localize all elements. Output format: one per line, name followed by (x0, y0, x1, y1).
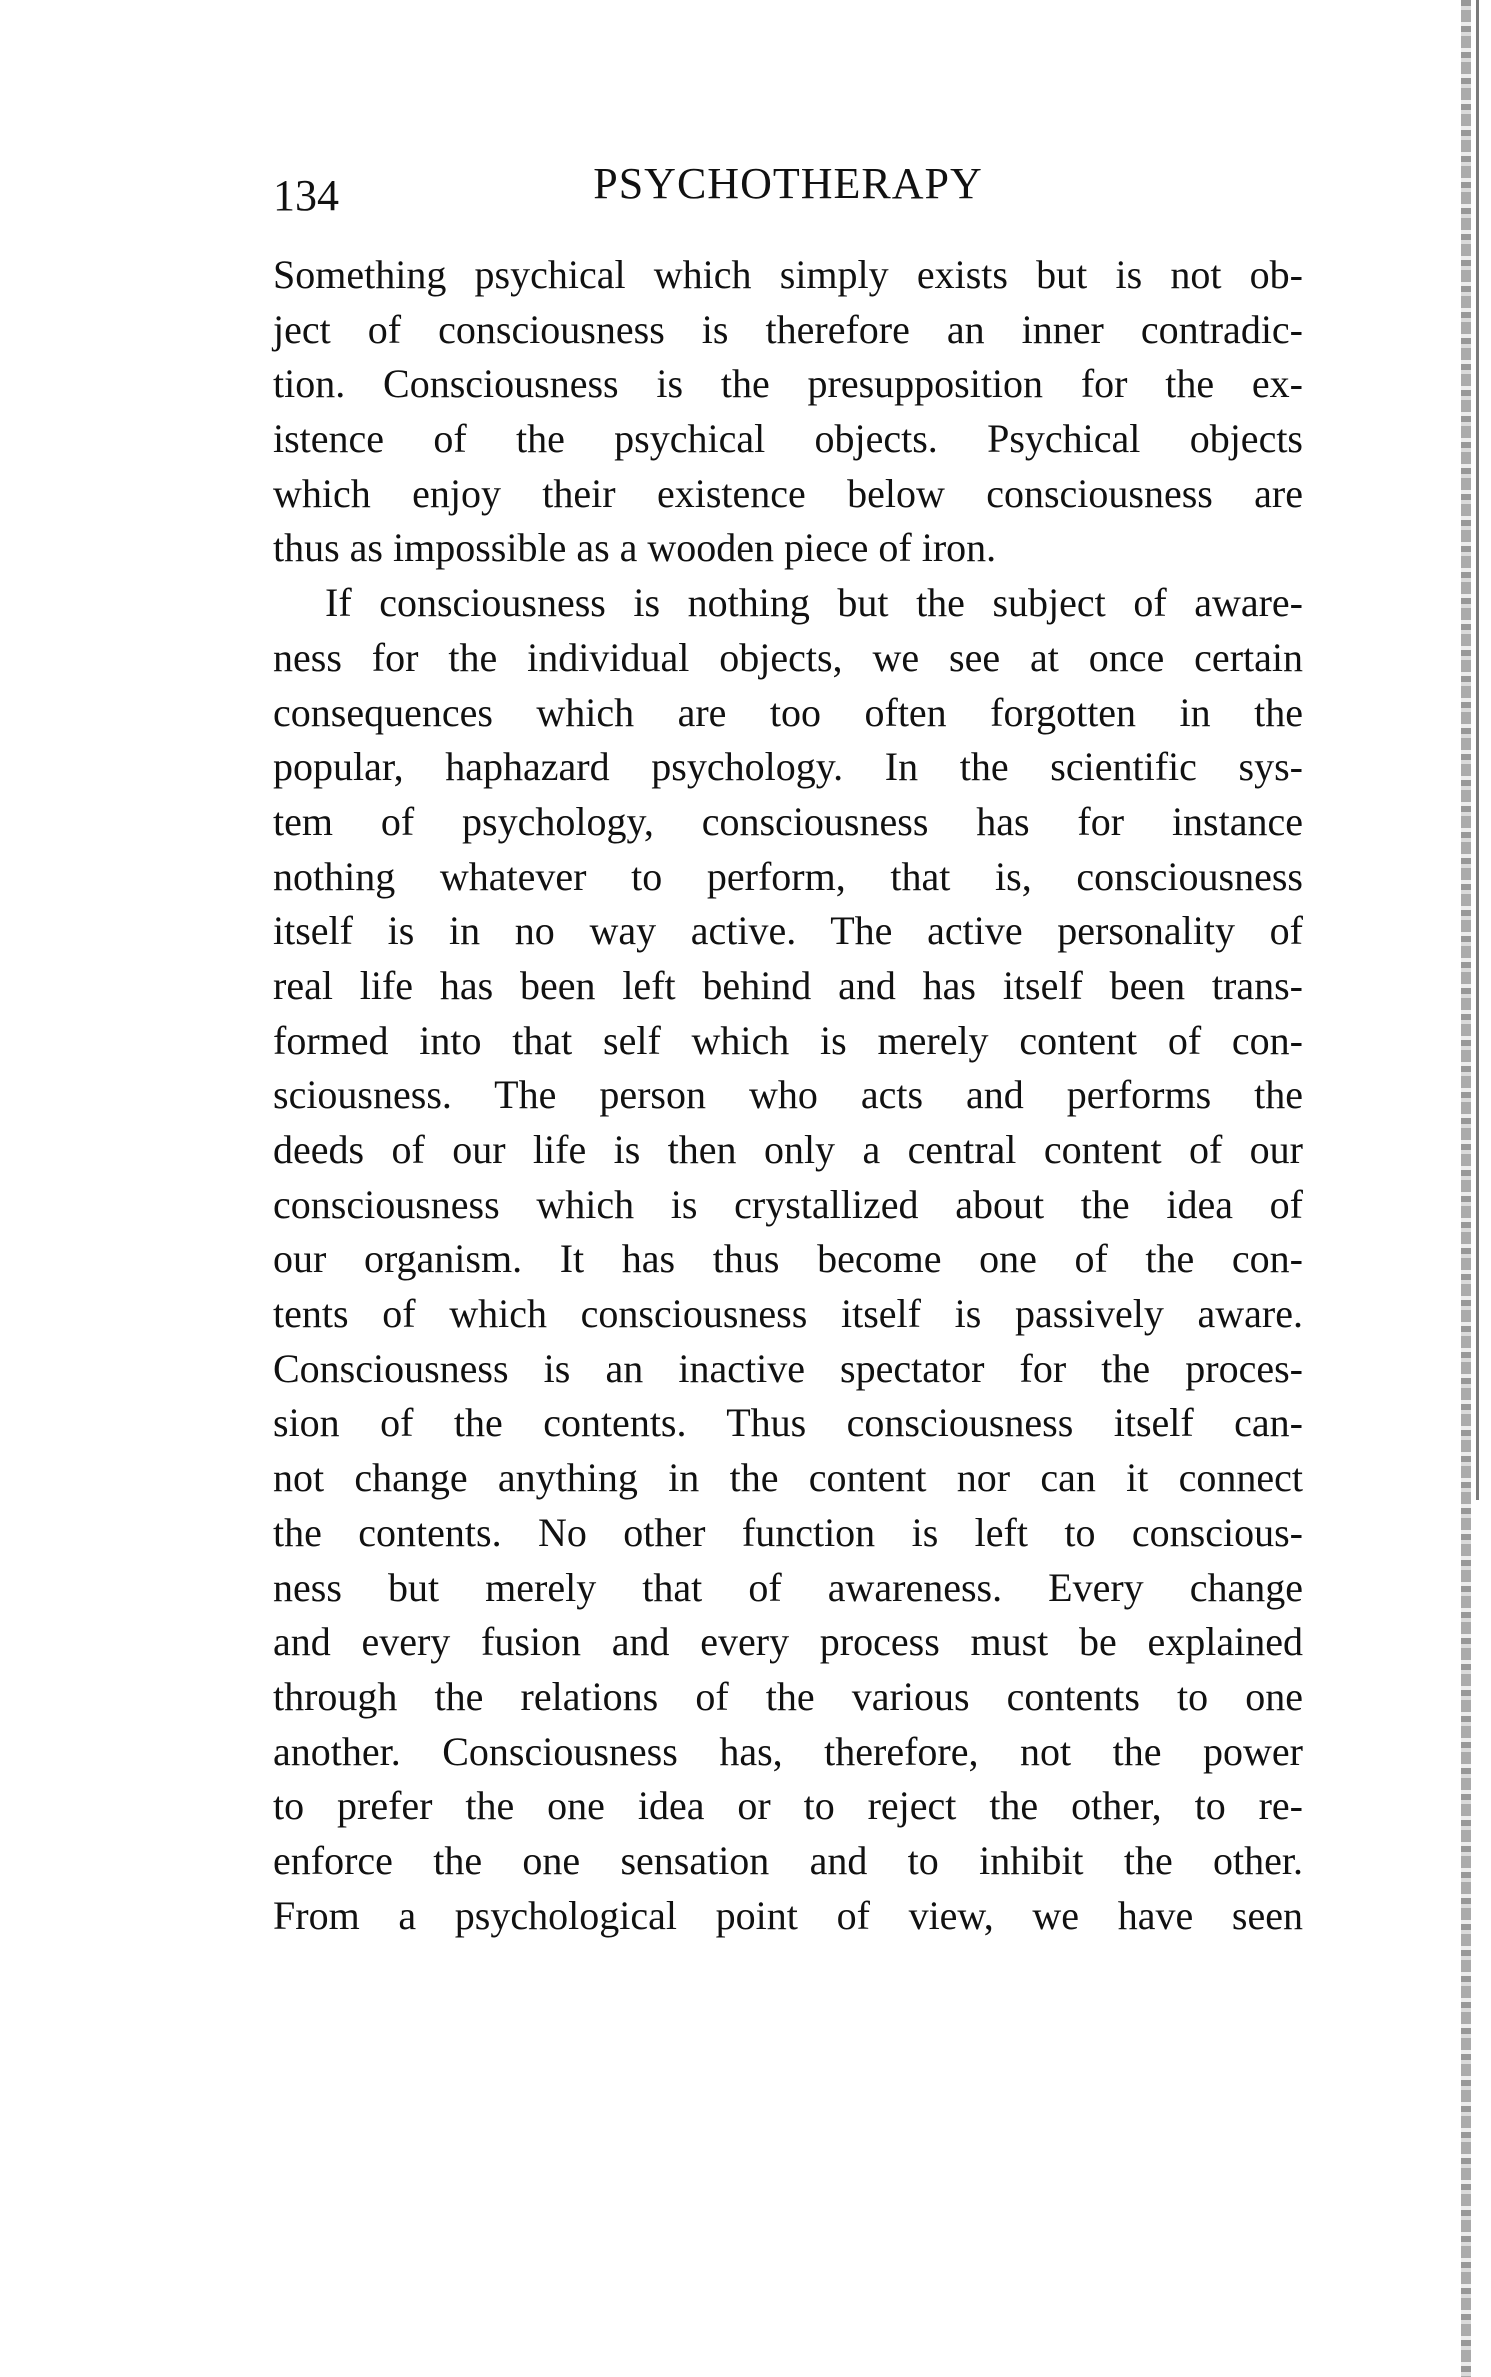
running-title: PSYCHOTHERAPY (593, 159, 983, 208)
text-line: tents of which consciousness itself is passively aware. (273, 1291, 1303, 1337)
page-header (273, 158, 1303, 218)
text-line: From a psychological point of view, we have seen (273, 1892, 1303, 1938)
body-text (273, 248, 1303, 1943)
text-line: which enjoy their existence below consciousness are (273, 470, 1303, 516)
text-line: consequences which are too often forgotten in the (273, 689, 1303, 735)
text-line: ness for the individual objects, we see at once certain (273, 634, 1303, 680)
text-line: istence of the psychical objects. Psychical objects (273, 416, 1303, 462)
text-line: formed into that self which is merely content of con- (273, 1017, 1303, 1063)
text-line: the contents. No other function is left to conscious- (273, 1509, 1303, 1555)
text-line: tem of psychology, consciousness has for instance (273, 798, 1303, 844)
text-line: enforce the one sensation and to inhibit the other. (273, 1837, 1303, 1883)
text-line: If consciousness is nothing but the subject of aware- (325, 580, 1303, 626)
scan-edge-line (1476, 0, 1479, 1500)
text-line: sion of the contents. Thus consciousness itself can- (273, 1400, 1303, 1446)
text-line: and every fusion and every process must be explained (273, 1619, 1303, 1665)
text-line: popular, haphazard psychology. In the scientific sys- (273, 744, 1303, 790)
text-line: not change anything in the content nor can it connect (273, 1455, 1303, 1501)
page-number: 134 (273, 171, 339, 220)
scan-edge-shadow (1461, 0, 1471, 2377)
text-line: ness but merely that of awareness. Every change (273, 1564, 1303, 1610)
text-line: thus as impossible as a wooden piece of iron. (273, 525, 997, 571)
text-line: deeds of our life is then only a central content of our (273, 1127, 1303, 1172)
text-line: through the relations of the various contents to one (273, 1673, 1303, 1719)
text-line: real life has been left behind and has itself been trans- (273, 962, 1303, 1008)
text-line: sciousness. The person who acts and performs the (273, 1072, 1303, 1118)
text-line: consciousness which is crystallized about the idea of (273, 1181, 1303, 1227)
text-line: ject of consciousness is therefore an inner contradic- (273, 306, 1303, 352)
text-line: our organism. It has thus become one of the con- (273, 1236, 1303, 1282)
text-line: to prefer the one idea or to reject the other, to re- (273, 1783, 1303, 1829)
text-line: nothing whatever to perform, that is, consciousness (273, 853, 1303, 899)
text-line: Consciousness is an inactive spectator for the proces- (273, 1345, 1303, 1391)
text-line: Something psychical which simply exists but is not ob- (273, 252, 1303, 297)
text-line: itself is in no way active. The active personality of (273, 908, 1303, 954)
text-line: tion. Consciousness is the presupposition for the ex- (273, 361, 1303, 407)
text-line: another. Consciousness has, therefore, not the power (273, 1728, 1303, 1774)
